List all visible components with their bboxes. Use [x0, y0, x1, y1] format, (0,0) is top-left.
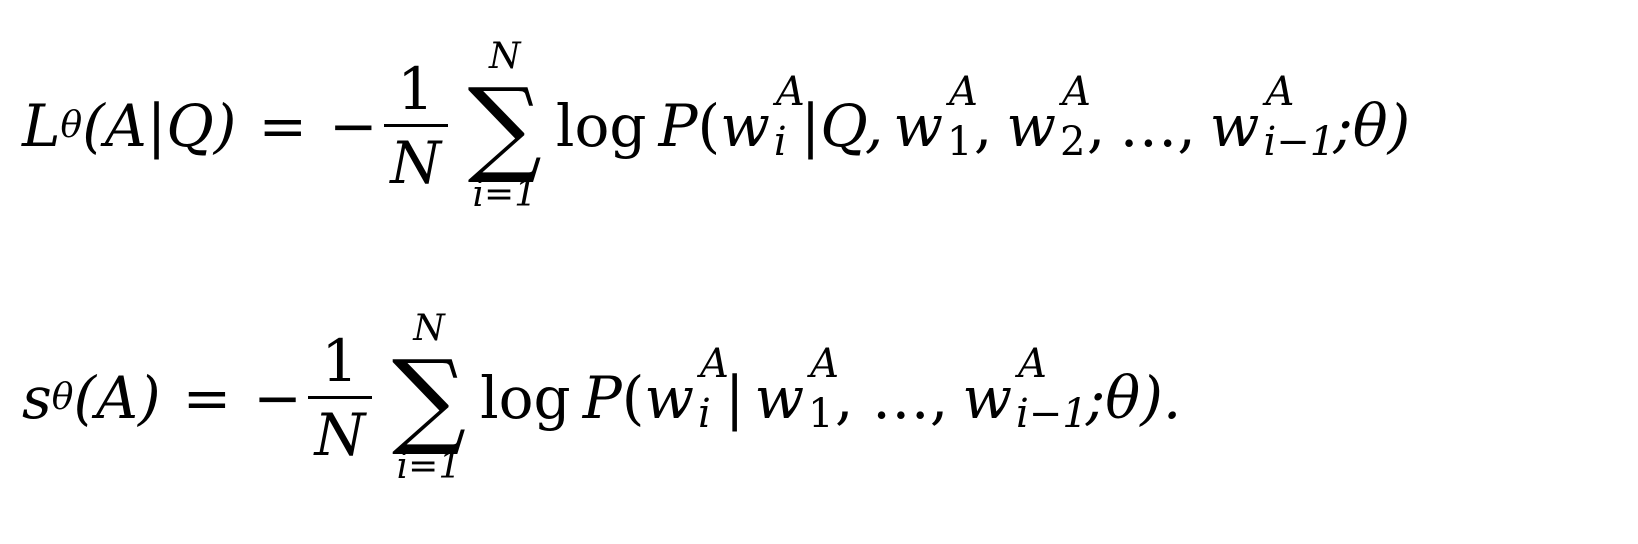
- probability-symbol: P: [658, 92, 698, 160]
- superscript: A: [1062, 69, 1091, 115]
- equals-sign: =: [182, 364, 232, 432]
- given-question: |Q,: [800, 92, 884, 160]
- word-variable: w: [644, 364, 695, 432]
- sum-lower-limit: i=1: [472, 174, 538, 216]
- lhs-args: (A): [73, 364, 161, 432]
- subscript: i−1: [1015, 391, 1088, 437]
- params-tail: ;θ).: [1085, 364, 1182, 432]
- log-function: log: [480, 364, 571, 432]
- fraction-bar: [384, 124, 448, 127]
- comma: ,: [973, 92, 993, 160]
- subscript: i: [773, 119, 787, 165]
- superscript: A: [700, 341, 729, 387]
- lhs-letter: s: [22, 364, 52, 432]
- minus-sign: −: [253, 364, 302, 432]
- lhs-subscript: θ: [51, 377, 74, 418]
- subscript: 1: [808, 391, 834, 437]
- scripts-i-minus-1: [1261, 69, 1336, 166]
- word-variable: w: [1209, 92, 1260, 160]
- word-variable: w: [720, 92, 770, 160]
- superscript: A: [1265, 69, 1295, 115]
- word-variable: w: [1006, 92, 1057, 160]
- scripts-i-minus-1: [1014, 341, 1088, 438]
- fraction-denominator: N: [390, 128, 442, 197]
- scripts-i: [696, 341, 729, 438]
- open-paren: (: [697, 92, 721, 160]
- open-paren: (: [621, 364, 645, 432]
- subscript: 2: [1060, 119, 1086, 165]
- params-tail: ;θ): [1333, 92, 1411, 160]
- equals-sign: =: [258, 92, 308, 160]
- sigma-symbol: ∑: [391, 336, 467, 459]
- fraction: [384, 54, 448, 197]
- subscript: i: [698, 391, 711, 437]
- summation: [467, 35, 542, 216]
- fraction: [308, 326, 372, 469]
- scripts-i: [772, 69, 805, 166]
- summation: [391, 307, 467, 488]
- ellipsis: …,: [1119, 92, 1196, 160]
- superscript: A: [775, 69, 805, 115]
- fraction-bar: [308, 396, 372, 399]
- superscript: A: [949, 69, 978, 115]
- sum-upper-limit: N: [413, 307, 445, 349]
- log-function: log: [555, 92, 647, 160]
- scripts-1: [806, 341, 839, 438]
- word-variable: w: [962, 364, 1012, 432]
- given-bar: |: [724, 364, 745, 432]
- word-variable: w: [754, 364, 805, 432]
- probability-symbol: P: [582, 364, 622, 432]
- fraction-numerator: 1: [321, 326, 359, 395]
- sum-upper-limit: N: [489, 35, 521, 77]
- loss-equation: [22, 26, 1410, 226]
- lhs-args: (A|Q): [82, 92, 237, 160]
- fraction-numerator: 1: [397, 54, 435, 123]
- score-equation: [22, 278, 1181, 518]
- superscript: A: [1017, 341, 1047, 387]
- sigma-symbol: ∑: [467, 64, 542, 187]
- lhs-letter: L: [22, 92, 61, 160]
- scripts-2: [1058, 69, 1091, 166]
- fraction-denominator: N: [314, 400, 366, 469]
- subscript: 1: [947, 119, 973, 165]
- minus-sign: −: [329, 92, 378, 160]
- superscript: A: [810, 341, 839, 387]
- ellipsis: , …,: [835, 364, 949, 432]
- subscript: i−1: [1263, 119, 1336, 165]
- scripts-1: [945, 69, 978, 166]
- sum-lower-limit: i=1: [396, 446, 462, 488]
- comma: ,: [1086, 92, 1106, 160]
- word-variable: w: [893, 92, 944, 160]
- lhs-subscript: θ: [60, 105, 83, 146]
